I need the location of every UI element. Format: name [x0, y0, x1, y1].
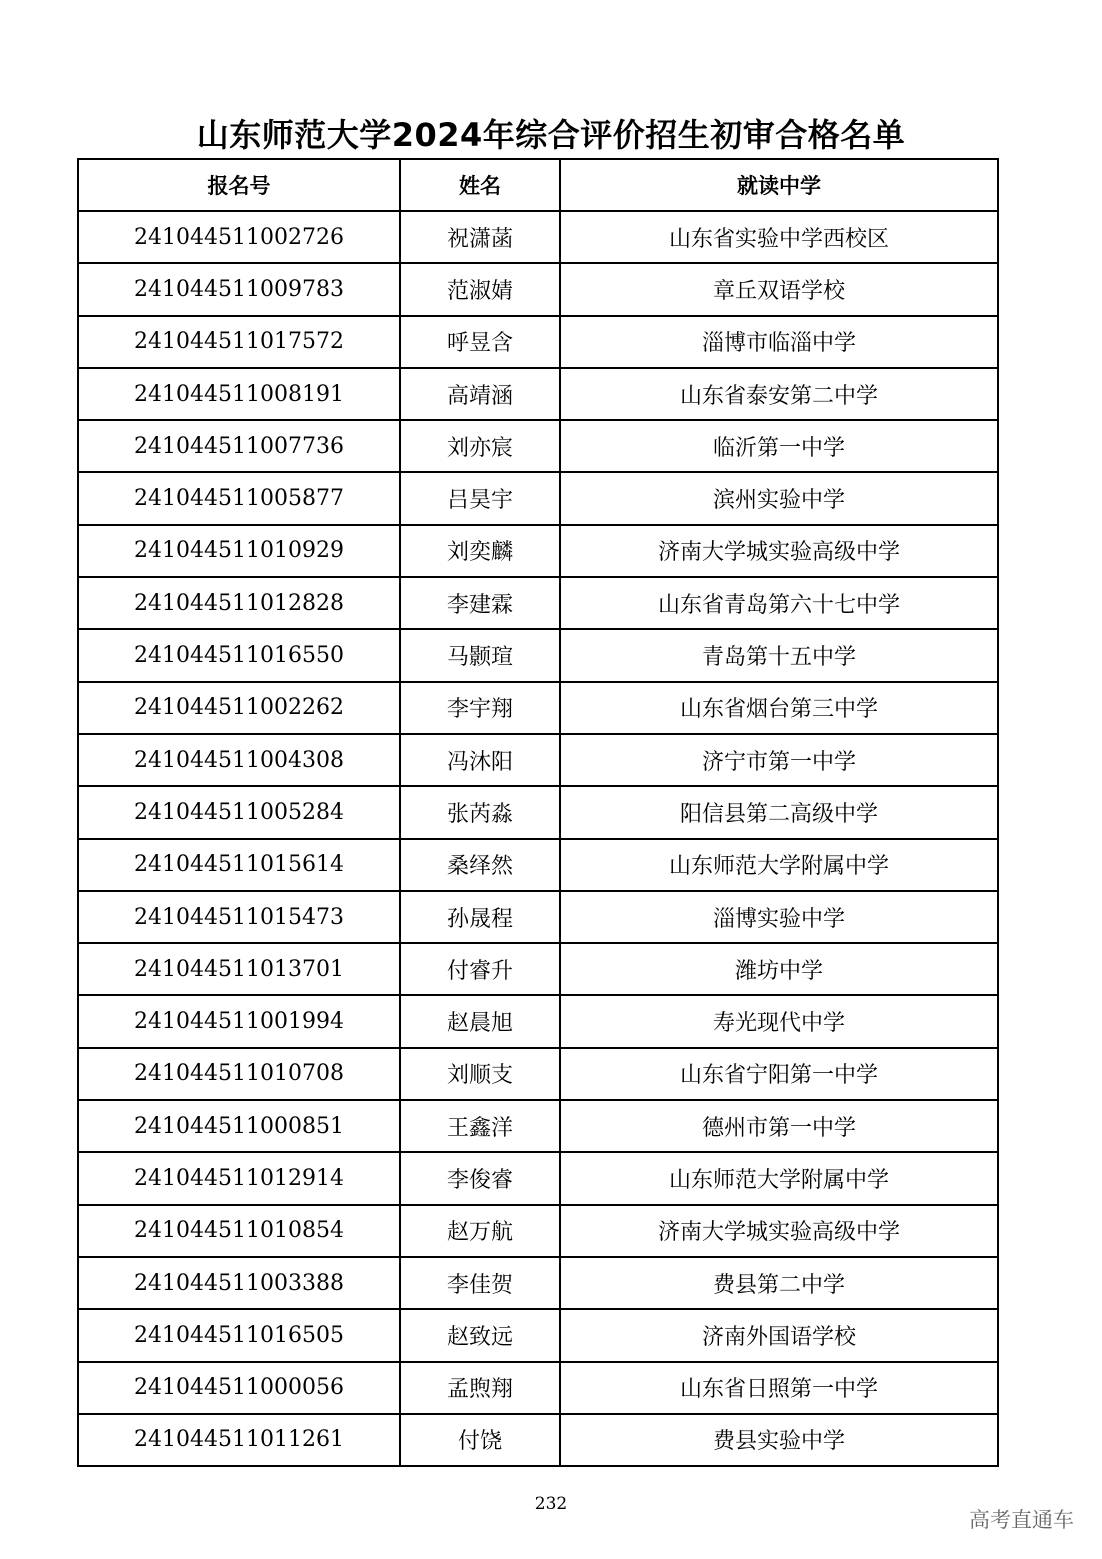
registration-number-cell: 241044511007736	[78, 420, 400, 472]
school-cell: 济南外国语学校	[560, 1309, 998, 1361]
table-row	[78, 525, 998, 577]
table-row	[78, 1414, 998, 1466]
student-name-cell: 孙晟程	[400, 891, 560, 943]
school-cell: 山东省烟台第三中学	[560, 682, 998, 734]
school-cell: 潍坊中学	[560, 943, 998, 995]
table-row	[78, 1152, 998, 1204]
table-row	[78, 1309, 998, 1361]
school-cell: 山东省宁阳第一中学	[560, 1048, 998, 1100]
registration-number-cell: 241044511000056	[78, 1362, 400, 1414]
header-school: 就读中学	[560, 159, 998, 211]
student-name-cell: 祝潇菡	[400, 211, 560, 263]
table-body	[78, 211, 998, 1466]
student-name-cell: 刘奕麟	[400, 525, 560, 577]
header-row	[78, 159, 998, 211]
registration-number-cell: 241044511003388	[78, 1257, 400, 1309]
student-name-cell: 付睿升	[400, 943, 560, 995]
school-cell: 山东师范大学附属中学	[560, 1152, 998, 1204]
table-row	[78, 891, 998, 943]
school-cell: 山东省实验中学西校区	[560, 211, 998, 263]
table-row	[78, 472, 998, 524]
table-row	[78, 316, 998, 368]
registration-number-cell: 241044511005877	[78, 472, 400, 524]
table-row	[78, 1362, 998, 1414]
student-name-cell: 李宇翔	[400, 682, 560, 734]
registration-number-cell: 241044511011261	[78, 1414, 400, 1466]
school-cell: 费县实验中学	[560, 1414, 998, 1466]
registration-number-cell: 241044511002262	[78, 682, 400, 734]
table-row	[78, 629, 998, 681]
registration-number-cell: 241044511010854	[78, 1205, 400, 1257]
table-row	[78, 263, 998, 315]
registration-number-cell: 241044511017572	[78, 316, 400, 368]
school-cell: 德州市第一中学	[560, 1100, 998, 1152]
student-name-cell: 孟煦翔	[400, 1362, 560, 1414]
school-cell: 滨州实验中学	[560, 472, 998, 524]
student-name-cell: 冯沐阳	[400, 734, 560, 786]
header-name: 姓名	[400, 159, 560, 211]
student-name-cell: 呼昱含	[400, 316, 560, 368]
school-cell: 寿光现代中学	[560, 995, 998, 1047]
student-name-cell: 李俊睿	[400, 1152, 560, 1204]
registration-number-cell: 241044511015614	[78, 839, 400, 891]
student-name-cell: 赵致远	[400, 1309, 560, 1361]
registration-number-cell: 241044511013701	[78, 943, 400, 995]
table-row	[78, 786, 998, 838]
table-row	[78, 368, 998, 420]
school-cell: 山东师范大学附属中学	[560, 839, 998, 891]
student-name-cell: 刘亦宸	[400, 420, 560, 472]
table-row	[78, 1048, 998, 1100]
school-cell: 青岛第十五中学	[560, 629, 998, 681]
school-cell: 淄博市临淄中学	[560, 316, 998, 368]
student-name-cell: 刘顺支	[400, 1048, 560, 1100]
school-cell: 章丘双语学校	[560, 263, 998, 315]
table-row	[78, 211, 998, 263]
student-name-cell: 付饶	[400, 1414, 560, 1466]
student-name-cell: 李建霖	[400, 577, 560, 629]
student-name-cell: 王鑫洋	[400, 1100, 560, 1152]
header-registration-number: 报名号	[78, 159, 400, 211]
school-cell: 济南大学城实验高级中学	[560, 525, 998, 577]
student-name-cell: 桑绎然	[400, 839, 560, 891]
table-row	[78, 734, 998, 786]
table-row	[78, 577, 998, 629]
school-cell: 阳信县第二高级中学	[560, 786, 998, 838]
table-row	[78, 682, 998, 734]
school-cell: 山东省青岛第六十七中学	[560, 577, 998, 629]
school-cell: 临沂第一中学	[560, 420, 998, 472]
school-cell: 山东省日照第一中学	[560, 1362, 998, 1414]
registration-number-cell: 241044511004308	[78, 734, 400, 786]
student-name-cell: 马颢瑄	[400, 629, 560, 681]
student-name-cell: 高靖涵	[400, 368, 560, 420]
registration-number-cell: 241044511009783	[78, 263, 400, 315]
page-number: 232	[534, 1494, 568, 1514]
table-row	[78, 420, 998, 472]
table-row	[78, 839, 998, 891]
page-title: 山东师范大学2024年综合评价招生初审合格名单	[196, 116, 906, 154]
table-row	[78, 1205, 998, 1257]
watermark: 高考直通车	[969, 1508, 1074, 1532]
registration-number-cell: 241044511000851	[78, 1100, 400, 1152]
registration-number-cell: 241044511016505	[78, 1309, 400, 1361]
student-name-cell: 赵万航	[400, 1205, 560, 1257]
table-header	[78, 159, 998, 211]
registration-number-cell: 241044511008191	[78, 368, 400, 420]
student-name-cell: 张芮淼	[400, 786, 560, 838]
registration-number-cell: 241044511015473	[78, 891, 400, 943]
registration-number-cell: 241044511012914	[78, 1152, 400, 1204]
roster-table	[77, 158, 999, 1467]
student-name-cell: 吕昊宇	[400, 472, 560, 524]
table-row	[78, 995, 998, 1047]
registration-number-cell: 241044511012828	[78, 577, 400, 629]
school-cell: 济南大学城实验高级中学	[560, 1205, 998, 1257]
table-row	[78, 1257, 998, 1309]
school-cell: 山东省泰安第二中学	[560, 368, 998, 420]
school-cell: 费县第二中学	[560, 1257, 998, 1309]
student-name-cell: 李佳贺	[400, 1257, 560, 1309]
school-cell: 济宁市第一中学	[560, 734, 998, 786]
registration-number-cell: 241044511002726	[78, 211, 400, 263]
registration-number-cell: 241044511010708	[78, 1048, 400, 1100]
registration-number-cell: 241044511001994	[78, 995, 400, 1047]
student-name-cell: 赵晨旭	[400, 995, 560, 1047]
registration-number-cell: 241044511016550	[78, 629, 400, 681]
registration-number-cell: 241044511005284	[78, 786, 400, 838]
registration-number-cell: 241044511010929	[78, 525, 400, 577]
table-row	[78, 943, 998, 995]
student-name-cell: 范淑婧	[400, 263, 560, 315]
school-cell: 淄博实验中学	[560, 891, 998, 943]
table-row	[78, 1100, 998, 1152]
